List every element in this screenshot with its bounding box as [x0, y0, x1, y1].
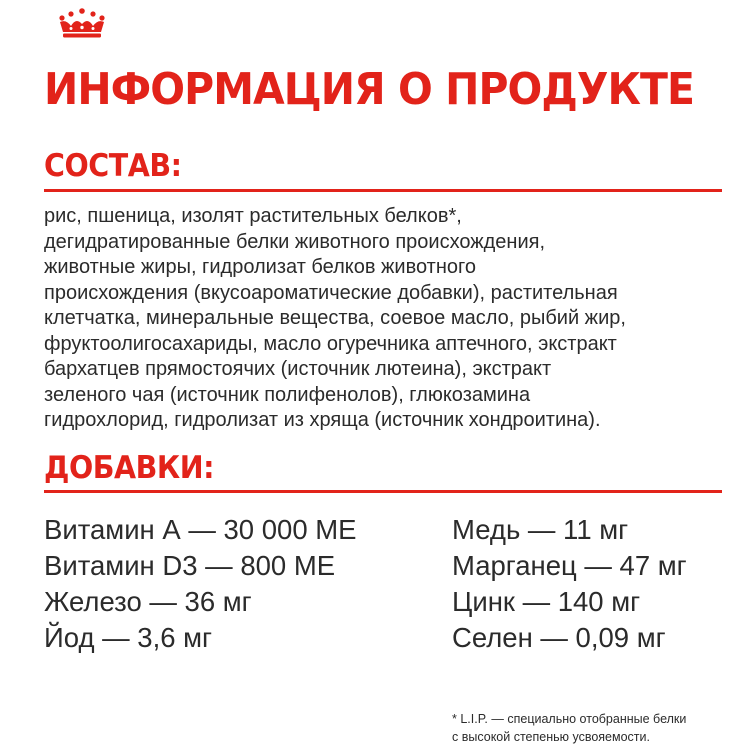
crown-icon	[54, 6, 110, 42]
additives-divider	[44, 490, 722, 493]
additive-item: Медь — 11 мг	[452, 514, 629, 545]
additive-item: Йод — 3,6 мг	[44, 622, 213, 653]
footnote	[452, 710, 686, 746]
composition-line: зеленого чая (источник полифенолов), глюкозамина	[44, 383, 531, 406]
composition-line: гидрохлорид, гидролизат из хряща (источник хондроитина).	[44, 409, 601, 431]
composition-line: бархатцев прямостоячих (источник лютеина), экстракт	[44, 358, 552, 380]
composition-line: дегидратированные белки животного происхождения,	[44, 230, 546, 253]
composition-line: клетчатка, минеральные вещества, соевое масло, рыбий жир,	[44, 307, 626, 329]
additives-left-column	[44, 512, 357, 656]
composition-line: фруктоолигосахариды, масло огуречника аптечного, экстракт	[44, 332, 617, 355]
footnote-line: с высокой степенью усвояемости.	[452, 730, 650, 744]
composition-line: происхождения (вкусоароматические добавки), растительная	[44, 281, 618, 304]
composition-line: животные жиры, гидролизат белков животного	[44, 256, 476, 278]
additive-item: Железо — 36 мг	[44, 586, 252, 617]
additive-item: Витамин А — 30 000 МЕ	[44, 514, 357, 545]
footnote-line: * L.I.P. — специально отобранные белки	[452, 712, 687, 726]
additive-item: Витамин D3 — 800 МЕ	[44, 550, 336, 581]
composition-heading: СОСТАВ:	[44, 148, 182, 184]
page-title: ИНФОРМАЦИЯ О ПРОДУКТЕ	[44, 64, 695, 115]
additive-item: Цинк — 140 мг	[452, 586, 641, 617]
composition-divider	[44, 189, 722, 192]
additives-heading: ДОБАВКИ:	[44, 450, 215, 486]
additive-item: Селен — 0,09 мг	[452, 622, 666, 653]
additive-item: Марганец — 47 мг	[452, 550, 687, 581]
additives-right-column	[452, 512, 687, 656]
composition-line: рис, пшеница, изолят растительных белков*,	[44, 205, 462, 227]
composition-text	[44, 204, 724, 434]
